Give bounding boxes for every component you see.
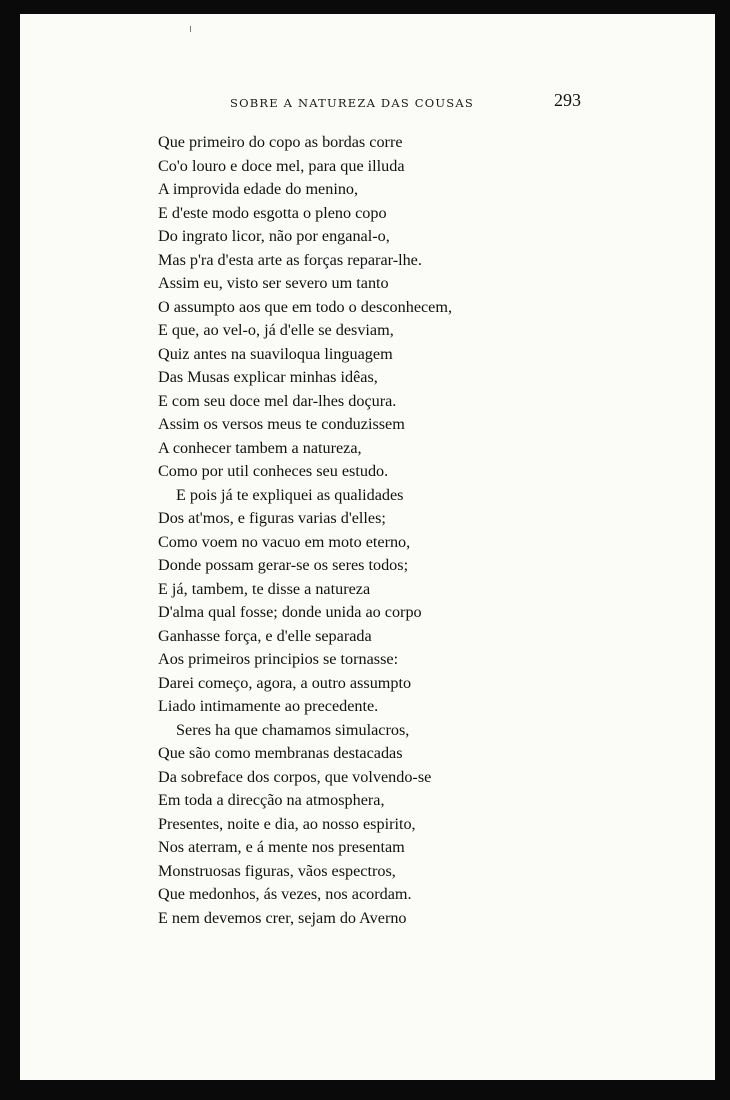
verse-line: Mas p'ra d'esta arte as forças reparar-lhe. — [158, 250, 422, 269]
verse-line: A improvida edade do menino, — [158, 180, 359, 198]
verse-line: Donde possam gerar-se os seres todos; — [158, 556, 409, 574]
page-number: 293 — [554, 90, 581, 110]
verse-line: Seres ha que chamamos simulacros, — [176, 720, 410, 739]
verse-line: Assim os versos meus te conduzissem — [158, 415, 405, 433]
verse-line: Como voem no vacuo em moto eterno, — [158, 532, 411, 551]
verse-line: Das Musas explicar minhas idêas, — [158, 368, 378, 386]
verse-line: Que medonhos, ás vezes, nos acordam. — [158, 885, 412, 903]
verse-line: Em toda a direcção na atmosphera, — [158, 791, 385, 809]
verse-line: Do ingrato licor, não por enganal-o, — [158, 227, 390, 245]
verse-line: E com seu doce mel dar-lhes doçura. — [158, 391, 397, 410]
verse-line: Da sobreface dos corpos, que volvendo-se — [158, 767, 432, 786]
verse-line: Que são como membranas destacadas — [158, 744, 403, 762]
verse-line: Como por util conheces seu estudo. — [158, 462, 389, 480]
verse-line: Ganhasse força, e d'elle separada — [158, 626, 372, 645]
verse-line: E que, ao vel-o, já d'elle se desviam, — [158, 321, 394, 339]
verse-line: Que primeiro do copo as bordas corre — [158, 133, 403, 151]
verse-line: Nos aterram, e á mente nos presentam — [158, 838, 405, 856]
verse-line: E nem devemos crer, sejam do Averno — [158, 908, 407, 927]
verse-line: Darei começo, agora, a outro assumpto — [158, 673, 412, 692]
verse-line: Aos primeiros principios se tornasse: — [158, 650, 399, 668]
verse-line: O assumpto aos que em todo o desconhecem, — [158, 297, 453, 316]
verse-line: E d'este modo esgotta o pleno copo — [158, 203, 387, 222]
verse-line: Co'o louro e doce mel, para que illuda — [158, 156, 405, 175]
running-title: SOBRE A NATUREZA DAS COUSAS — [230, 96, 474, 110]
book-page — [20, 14, 715, 1080]
verse-line: Liado intimamente ao precedente. — [158, 697, 379, 715]
verse-line: Monstruosas figuras, vãos espectros, — [158, 861, 396, 880]
verse-line: Presentes, noite e dia, ao nosso espirito, — [158, 814, 416, 833]
verse-line: A conhecer tambem a natureza, — [158, 438, 362, 457]
verse-line: Dos at'mos, e figuras varias d'elles; — [158, 509, 386, 527]
scan-mark — [190, 26, 191, 32]
verse-line: Quiz antes na suaviloqua linguagem — [158, 344, 393, 363]
page-header — [20, 90, 715, 118]
verse-line: E pois já te expliquei as qualidades — [176, 485, 404, 504]
verse-line: E já, tambem, te disse a natureza — [158, 579, 371, 598]
poem-text — [158, 131, 618, 930]
verse-line: D'alma qual fosse; donde unida ao corpo — [158, 603, 422, 621]
verse-line: Assim eu, visto ser severo um tanto — [158, 274, 389, 292]
